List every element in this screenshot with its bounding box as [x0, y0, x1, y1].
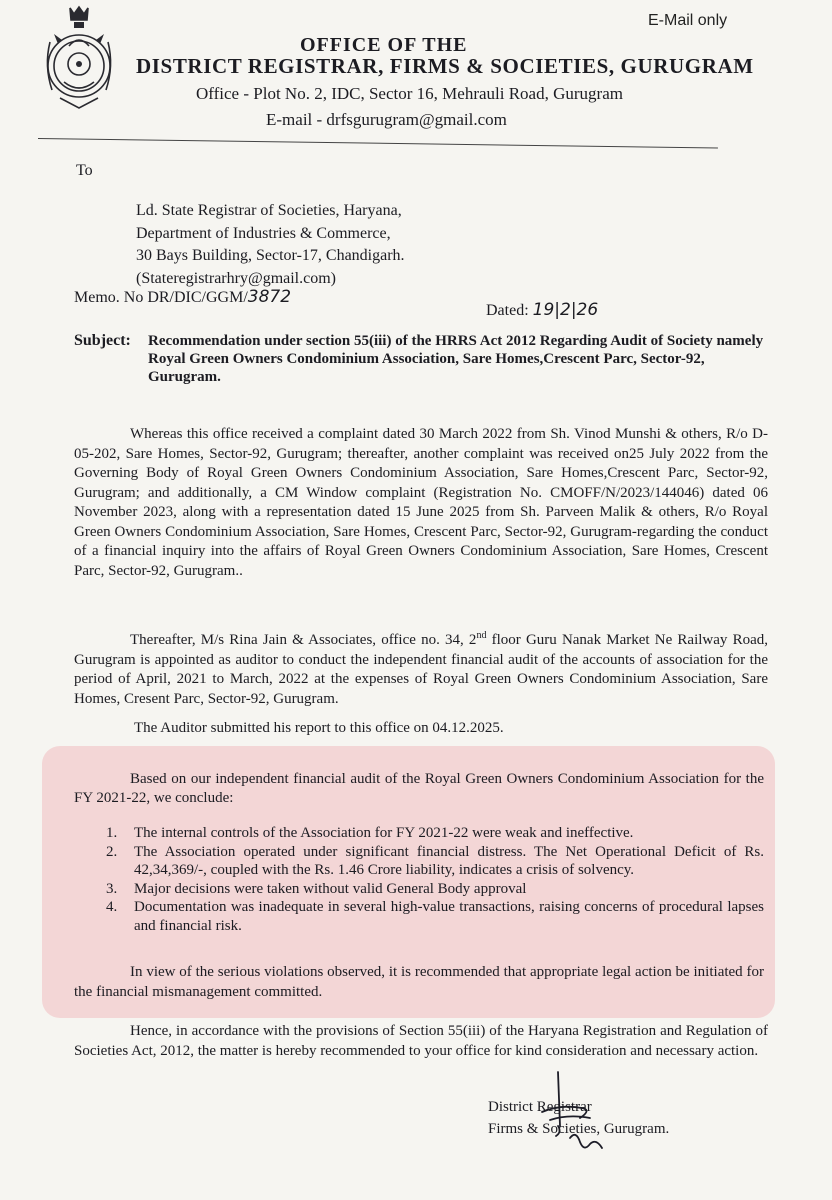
list-item-text: The Association operated under significant financial distress. The Net Operational Deficit of Rs. 42,34,369/-, coupled with the Rs. 1.46 Crore liability, indicates a crisis of solvency.: [134, 843, 764, 878]
dated-label: Dated:: [486, 302, 529, 319]
list-item-number: 1.: [106, 825, 118, 841]
recipient-line: Ld. State Registrar of Societies, Haryana,: [136, 202, 402, 219]
list-item-number: 2.: [106, 843, 118, 860]
signatory-office: Firms & Societies, Gurugram.: [488, 1121, 670, 1137]
dated: [486, 300, 598, 320]
auditor-report-line: The Auditor submitted his report to this office on 04.12.2025.: [134, 720, 504, 736]
subject-label: Subject:: [74, 332, 131, 349]
to-label: To: [76, 162, 93, 179]
list-item: [74, 880, 764, 899]
list-item: [74, 843, 764, 880]
para2-superscript: nd: [476, 630, 487, 641]
recipient-address: [136, 200, 405, 290]
list-item-number: 4.: [106, 899, 118, 915]
para2-text-b: floor Guru Nanak Market Ne Railway Road, Gurugram is appointed as auditor to conduct the independent financial audit of the accounts of association for the period of April, 2021 to March, 2022 at the expenses of Royal Green Owners Condominium Association, Sare Homes, Cresent Parc, Sector-92, Gurugram.: [74, 632, 768, 707]
audit-recommendation: In view of the serious violations observed, it is recommended that appropriate legal action be initiated for the financial mismanagement committed.: [74, 964, 764, 1000]
recipient-email: (Stateregistrarhry@gmail.com): [136, 269, 336, 287]
header-address: Office - Plot No. 2, IDC, Sector 16, Mehrauli Road, Gurugram: [196, 84, 623, 103]
list-item-number: 3.: [106, 880, 118, 897]
header-email: E-mail - drfsgurugram@gmail.com: [266, 110, 507, 129]
body-paragraph-auditor-appointment: [74, 626, 768, 709]
body-paragraph-complaints: Whereas this office received a complaint dated 30 March 2022 from Sh. Vinod Munshi & others, R/o D-05-202, Sare Homes, Sector-92, Gurugram; thereafter, another complaint was received on25 July 2022 from the Governing Body of Royal Green Owners Condominium Association, Sare Homes,Crescent Parc, Sector-92, Gurugram; and additionally, a CM Window complaint (Registration No. CMOFF/N/2023/144046) dated 06 November 2023, along with a representation dated 15 June 2025 from Sh. Parveen Malik & others, R/o Royal Green Owners Condominium Association, Sare Homes, Crescent Parc, Sector-92, Gurugram-regarding the conduct of a financial inquiry into the affairs of Royal Green Owners Condominium Association, Sare Homes, Crescent Parc, Sector-92, Gurugram..: [74, 426, 768, 579]
header-office-name: DISTRICT REGISTRAR, FIRMS & SOCIETIES, GURUGRAM: [136, 54, 754, 78]
para2-text-a: Thereafter, M/s Rina Jain & Associates, office no. 34, 2: [130, 632, 477, 648]
recipient-line: 30 Bays Building, Sector-17, Chandigarh.: [136, 247, 405, 264]
audit-conclusion-intro: Based on our independent financial audit of the Royal Green Owners Condominium Association for the FY 2021-22, we conclude:: [74, 771, 764, 806]
memo-number: [74, 287, 291, 307]
list-item-text: Major decisions were taken without valid General Body approval: [134, 880, 527, 897]
header-office-of: OFFICE OF THE: [300, 34, 468, 56]
list-item-text: The internal controls of the Association for FY 2021-22 were weak and ineffective.: [134, 825, 634, 841]
recipient-line: Department of Industries & Commerce,: [136, 224, 391, 242]
list-item-text: Documentation was inadequate in several high-value transactions, raising concerns of procedural lapses and financial risk.: [134, 899, 764, 934]
memo-label: Memo. No DR/DIC/GGM/: [74, 289, 248, 306]
dated-handwritten-value: 19|2|26: [532, 300, 599, 320]
email-only-note: E-Mail only: [648, 12, 728, 29]
audit-findings-list: [74, 824, 764, 935]
memo-handwritten-number: 3872: [247, 287, 292, 307]
header-divider: [38, 138, 718, 148]
state-emblem-seal-icon: [40, 4, 118, 112]
subject-text: Recommendation under section 55(iii) of the HRRS Act 2012 Regarding Audit of Society namely Royal Green Owners Condominium Association, Sare Homes,Crescent Parc, Sector-92, Gurugram.: [148, 333, 764, 385]
signatory-block: [488, 1096, 669, 1140]
list-item: [74, 824, 764, 843]
signatory-title: District Registrar: [488, 1099, 592, 1115]
list-item: [74, 898, 764, 935]
closing-paragraph: Hence, in accordance with the provisions of Section 55(iii) of the Haryana Registration and Regulation of Societies Act, 2012, the matter is hereby recommended to your office for kind consideration and necessary action.: [74, 1023, 768, 1059]
